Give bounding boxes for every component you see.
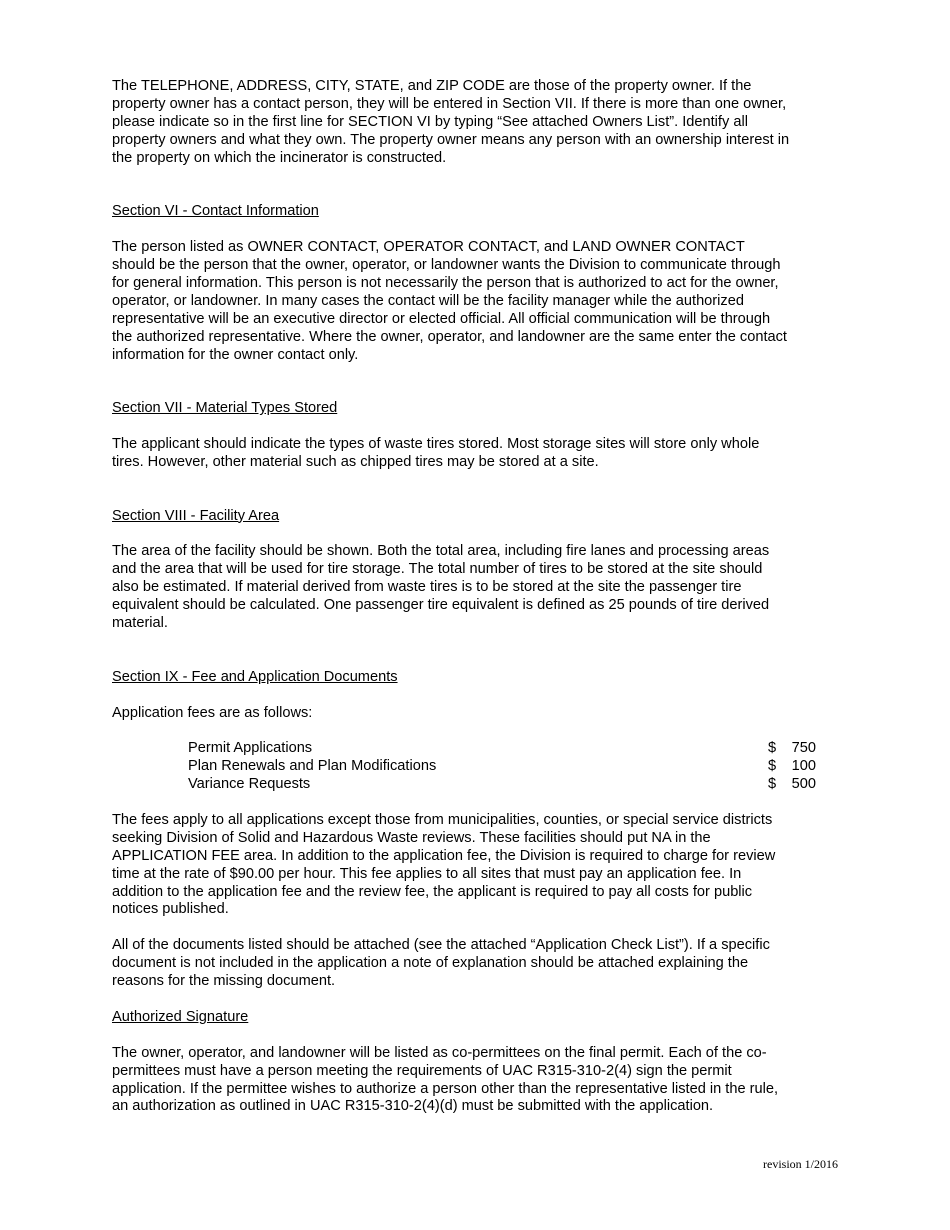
section-paragraph: The area of the facility should be shown. Both the total area, including fire lanes and processing areas and the area that will be used for tire storage. The total number of tires to be stored at the site should also be estimated. If material derived from waste tires is to be stored at the site the passenger tire equivalent should be calculated. One passenger tire equivalent is defined as 25 pounds of tire derived material. xyxy=(112,543,770,632)
section-paragraph: The person listed as OWNER CONTACT, OPERATOR CONTACT, and LAND OWNER CONTACT should be the person that the owner, operator, or landowner wants the Division to communicate through for general information. This person is not necessarily the person that is authorized to act for the owner, operator, or landowner. In many cases the contact will be the facility manager while the authorized representative will be an executive director or elected official. All official communication will be through the authorized representative. Where the owner, operator, and landowner are the same enter the contact information for the owner contact only. xyxy=(112,239,787,363)
section-paragraph: The applicant should indicate the types of waste tires stored. Most storage sites will store only whole tires. However, other material such as chipped tires may be stored at a site. xyxy=(112,436,760,470)
documents-paragraph: All of the documents listed should be attached (see the attached “Application Check List”). If a specific document is not included in the application a note of explanation should be attached explaining the reasons for the missing document. xyxy=(112,937,770,990)
section-contact-information xyxy=(112,203,842,364)
fee-amount xyxy=(768,776,816,794)
fee-value: 100 xyxy=(791,758,816,775)
fees-lead: Application fees are as follows: xyxy=(112,704,313,721)
fee-row xyxy=(188,740,816,758)
fee-row xyxy=(188,758,816,776)
fee-currency: $ xyxy=(768,758,777,775)
fee-value: 750 xyxy=(791,740,816,757)
section-fees xyxy=(112,669,842,991)
intro-paragraph: The TELEPHONE, ADDRESS, CITY, STATE, and ZIP CODE are those of the property owner. If the property owner has a contact person, they will be entered in Section VII. If there is more than one owner, please indicate so in the first line for SECTION VI by typing “See attached Owners List”. Identify all property owners and what they own. The property owner means any person with an ownership interest in the property on which the incinerator is constructed. xyxy=(112,78,790,166)
fee-currency: $ xyxy=(768,776,777,793)
document-page xyxy=(112,78,842,1116)
section-heading: Section IX - Fee and Application Documents xyxy=(112,668,398,685)
fee-amount xyxy=(768,740,816,758)
fee-row xyxy=(188,776,816,794)
fee-value: 500 xyxy=(791,776,816,793)
section-heading: Section VII - Material Types Stored xyxy=(112,400,338,417)
fees-paragraph: The fees apply to all applications except those from municipalities, counties, or special service districts seeking Division of Solid and Hazardous Waste reviews. These facilities should put NA in the APPLICATION FEE area. In addition to the application fee, the Division is required to charge for review time at the rate of $90.00 per hour. This fee applies to all sites that must pay an application fee. In addition to the application fee and the review fee, the applicant is required to pay all costs for public notices published. xyxy=(112,811,776,918)
fee-label: Variance Requests xyxy=(188,776,311,793)
section-paragraph: The owner, operator, and landowner will be listed as co-permittees on the final permit. Each of the co- permittees must have a person meeting the requirements of UAC R315-310-2(4) sign the permit application. If the permittee wishes to authorize a person other than the representative listed in the rule, an authorization as outlined in UAC R315-310-2(4)(d) must be submitted with the application. xyxy=(112,1044,779,1115)
section-facility-area xyxy=(112,508,842,633)
section-heading: Section VI - Contact Information xyxy=(112,203,319,220)
section-heading: Section VIII - Facility Area xyxy=(112,507,280,524)
fee-label: Permit Applications xyxy=(188,740,313,757)
section-material-types xyxy=(112,400,842,472)
fee-amount xyxy=(768,758,816,776)
revision-footer: revision 1/2016 xyxy=(763,1157,838,1171)
fee-table xyxy=(188,740,816,794)
section-authorized-signature xyxy=(112,1009,842,1116)
fee-currency: $ xyxy=(768,740,777,757)
fee-label: Plan Renewals and Plan Modifications xyxy=(188,758,437,775)
section-heading: Authorized Signature xyxy=(112,1008,249,1025)
